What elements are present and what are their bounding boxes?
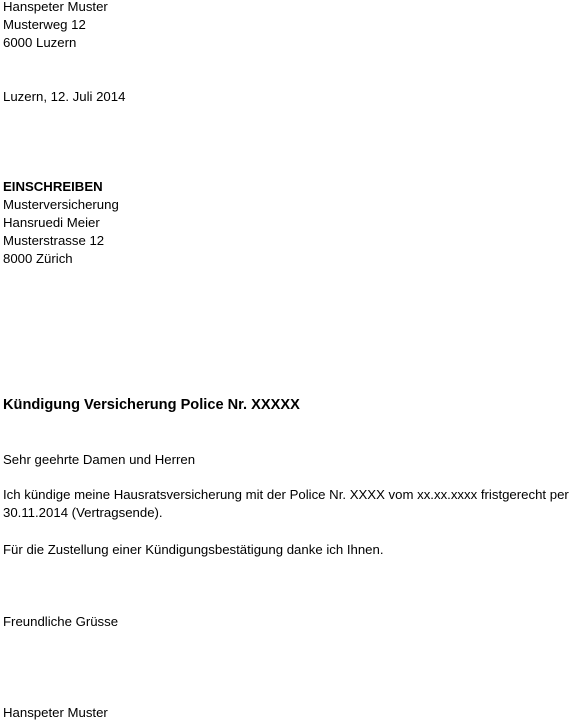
sender-city: 6000 Luzern <box>3 35 77 50</box>
body-paragraph-1 <box>3 486 569 522</box>
body-paragraph-1-line-2: 30.11.2014 (Vertragsende). <box>3 505 163 520</box>
sender-address <box>3 0 108 52</box>
recipient-city: 8000 Zürich <box>3 251 73 266</box>
recipient-street: Musterstrasse 12 <box>3 233 105 248</box>
letter-document <box>3 0 575 722</box>
salutation: Sehr geehrte Damen und Herren <box>3 452 196 467</box>
recipient-company: Musterversicherung <box>3 197 119 212</box>
sender-street: Musterweg 12 <box>3 17 86 32</box>
delivery-mode: EINSCHREIBEN <box>3 179 103 194</box>
recipient-contact: Hansruedi Meier <box>3 215 100 230</box>
signature-name: Hanspeter Muster <box>3 705 108 720</box>
closing: Freundliche Grüsse <box>3 614 119 629</box>
body-paragraph-1-line-1: Ich kündige meine Hausratsversicherung mit der Police Nr. XXXX vom xx.xx.xxxx fristgerecht per <box>3 487 569 502</box>
subject-line: Kündigung Versicherung Police Nr. XXXXX <box>3 397 300 413</box>
sender-name: Hanspeter Muster <box>3 0 108 14</box>
recipient-address <box>3 178 119 268</box>
body-paragraph-2: Für die Zustellung einer Kündigungsbestätigung danke ich Ihnen. <box>3 542 384 557</box>
place-date: Luzern, 12. Juli 2014 <box>3 89 126 104</box>
